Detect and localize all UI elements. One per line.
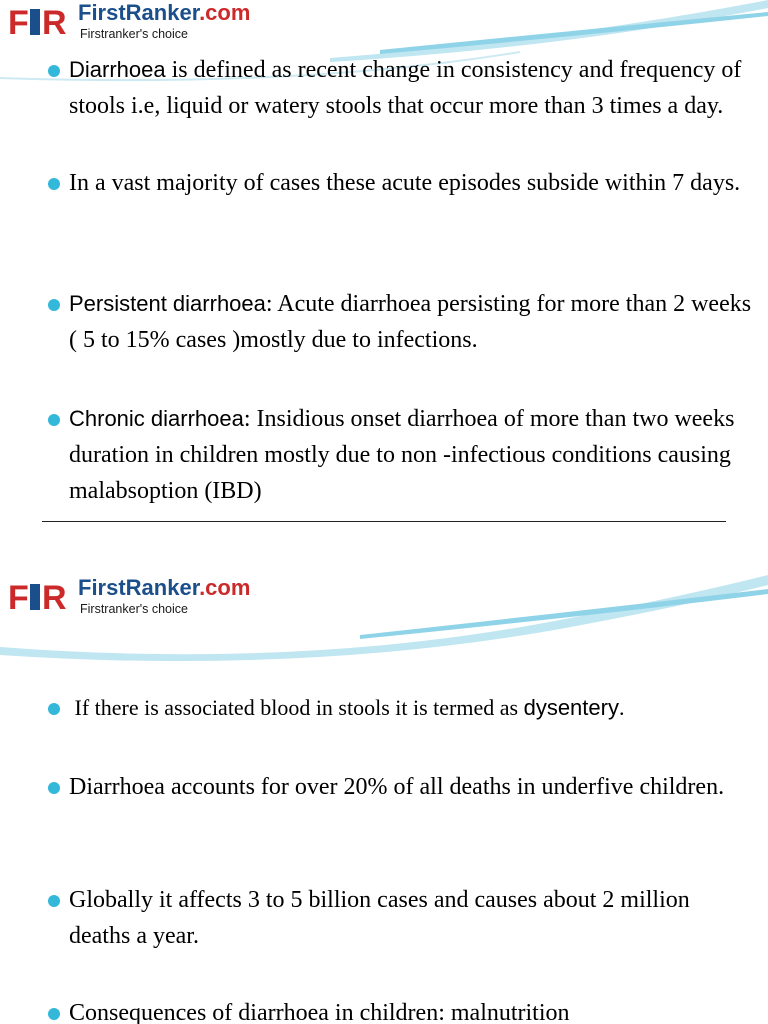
brand-tagline: Firstranker's choice — [80, 27, 188, 41]
svg-text:R: R — [42, 579, 67, 614]
fr-logo-mark — [8, 578, 72, 614]
bullet-dot-icon — [48, 414, 60, 426]
bullet-dot-icon — [48, 782, 60, 794]
bullet-consequences: Consequences of diarrhoea in children: malnutrition — [48, 995, 753, 1024]
bullet-acute-episodes: In a vast majority of cases these acute episodes subside within 7 days. — [48, 165, 753, 201]
term-chronic-diarrhoea: Chronic diarrhoea — [69, 406, 244, 431]
bullet-dot-icon — [48, 703, 60, 715]
bullet-chronic-diarrhoea: Chronic diarrhoea: Insidious onset diarrhoea of more than two weeks duration in children mostly due to non -infectious conditions causing malabsoption (IBD) — [48, 401, 753, 509]
term-diarrhoea: Diarrhoea — [69, 57, 166, 82]
bullet-diarrhoea-definition: Diarrhoea is defined as recent change in consistency and frequency of stools i.e, liquid or watery stools that occur more than 3 times a day. — [48, 52, 753, 124]
bullet-dot-icon — [48, 65, 60, 77]
bullet-persistent-diarrhoea: Persistent diarrhoea: Acute diarrhoea persisting for more than 2 weeks ( 5 to 15% cases )mostly due to infections. — [48, 286, 753, 358]
slide-1-divider — [42, 521, 726, 522]
bullet-dysentery: If there is associated blood in stools it is termed as dysentery. — [48, 690, 753, 726]
bullet-dot-icon — [48, 895, 60, 907]
bullet-dot-icon — [48, 178, 60, 190]
brand-name: FirstRanker.com — [78, 0, 251, 25]
svg-text:F: F — [8, 4, 29, 39]
svg-text:F: F — [8, 579, 29, 614]
svg-text:R: R — [42, 4, 67, 39]
term-persistent-diarrhoea: Persistent diarrhoea — [69, 291, 266, 316]
brand-name: FirstRanker.com — [78, 575, 251, 600]
bullet-dot-icon — [48, 299, 60, 311]
bullet-deaths-underfive: Diarrhoea accounts for over 20% of all deaths in underfive children. — [48, 769, 753, 805]
slide-2 — [0, 575, 768, 1024]
fr-logo-mark — [8, 3, 72, 39]
brand-tagline: Firstranker's choice — [80, 602, 188, 616]
bullet-global-burden: Globally it affects 3 to 5 billion cases and causes about 2 million deaths a year. — [48, 882, 753, 954]
term-dysentery: dysentery — [523, 695, 619, 720]
bullet-dot-icon — [48, 1008, 60, 1020]
